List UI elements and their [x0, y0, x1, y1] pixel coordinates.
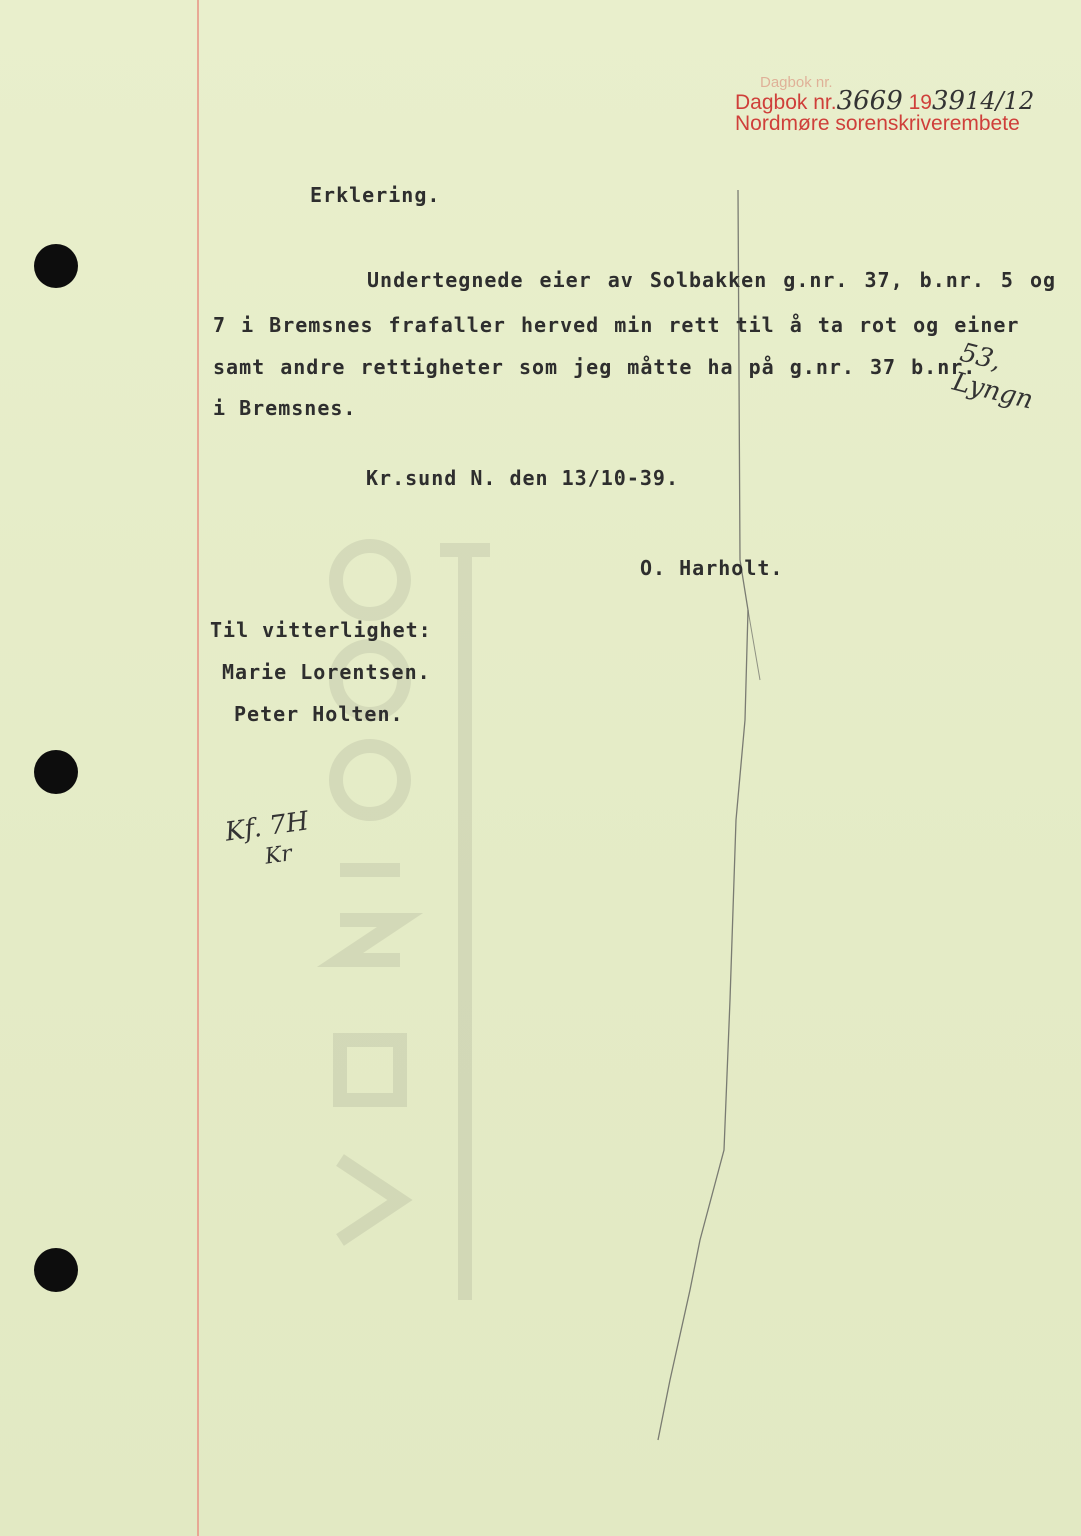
faint-stamp-impression: Dagbok nr.	[760, 74, 833, 91]
dagbok-number: 3669	[836, 86, 903, 116]
body-line-3: samt andre rettigheter som jeg måtte ha på g.nr. 37 b.nr.	[213, 355, 977, 379]
document-title: Erklering.	[310, 183, 441, 207]
handwritten-insert: 53, Lyngn	[949, 337, 1037, 416]
body-line-2: 7 i Bremsnes frafaller herved min rett til å ta rot og einer	[213, 313, 1020, 337]
year-suffix: 39	[931, 86, 966, 116]
body-line-4: i Bremsnes.	[213, 396, 357, 420]
handwritten-note-top: Kf. 7H	[223, 806, 311, 848]
office-stamp: Nordmøre sorenskriverembete	[735, 112, 1020, 135]
dagbok-label: Dagbok nr.	[735, 91, 837, 114]
witness-2: Peter Holten.	[234, 702, 404, 726]
signature: O. Harholt.	[640, 556, 784, 580]
place-date: Kr.sund N. den 13/10-39.	[366, 466, 679, 490]
witness-1: Marie Lorentsen.	[222, 660, 431, 684]
stamp-date: 14/12	[965, 87, 1035, 115]
witness-heading: Til vitterlighet:	[210, 618, 432, 642]
body-line-1: Undertegnede eier av Solbakken g.nr. 37, b.nr. 5 og	[367, 268, 1057, 292]
handwritten-note-bottom: Kr	[263, 841, 294, 870]
year-prefix: 19	[908, 91, 932, 114]
